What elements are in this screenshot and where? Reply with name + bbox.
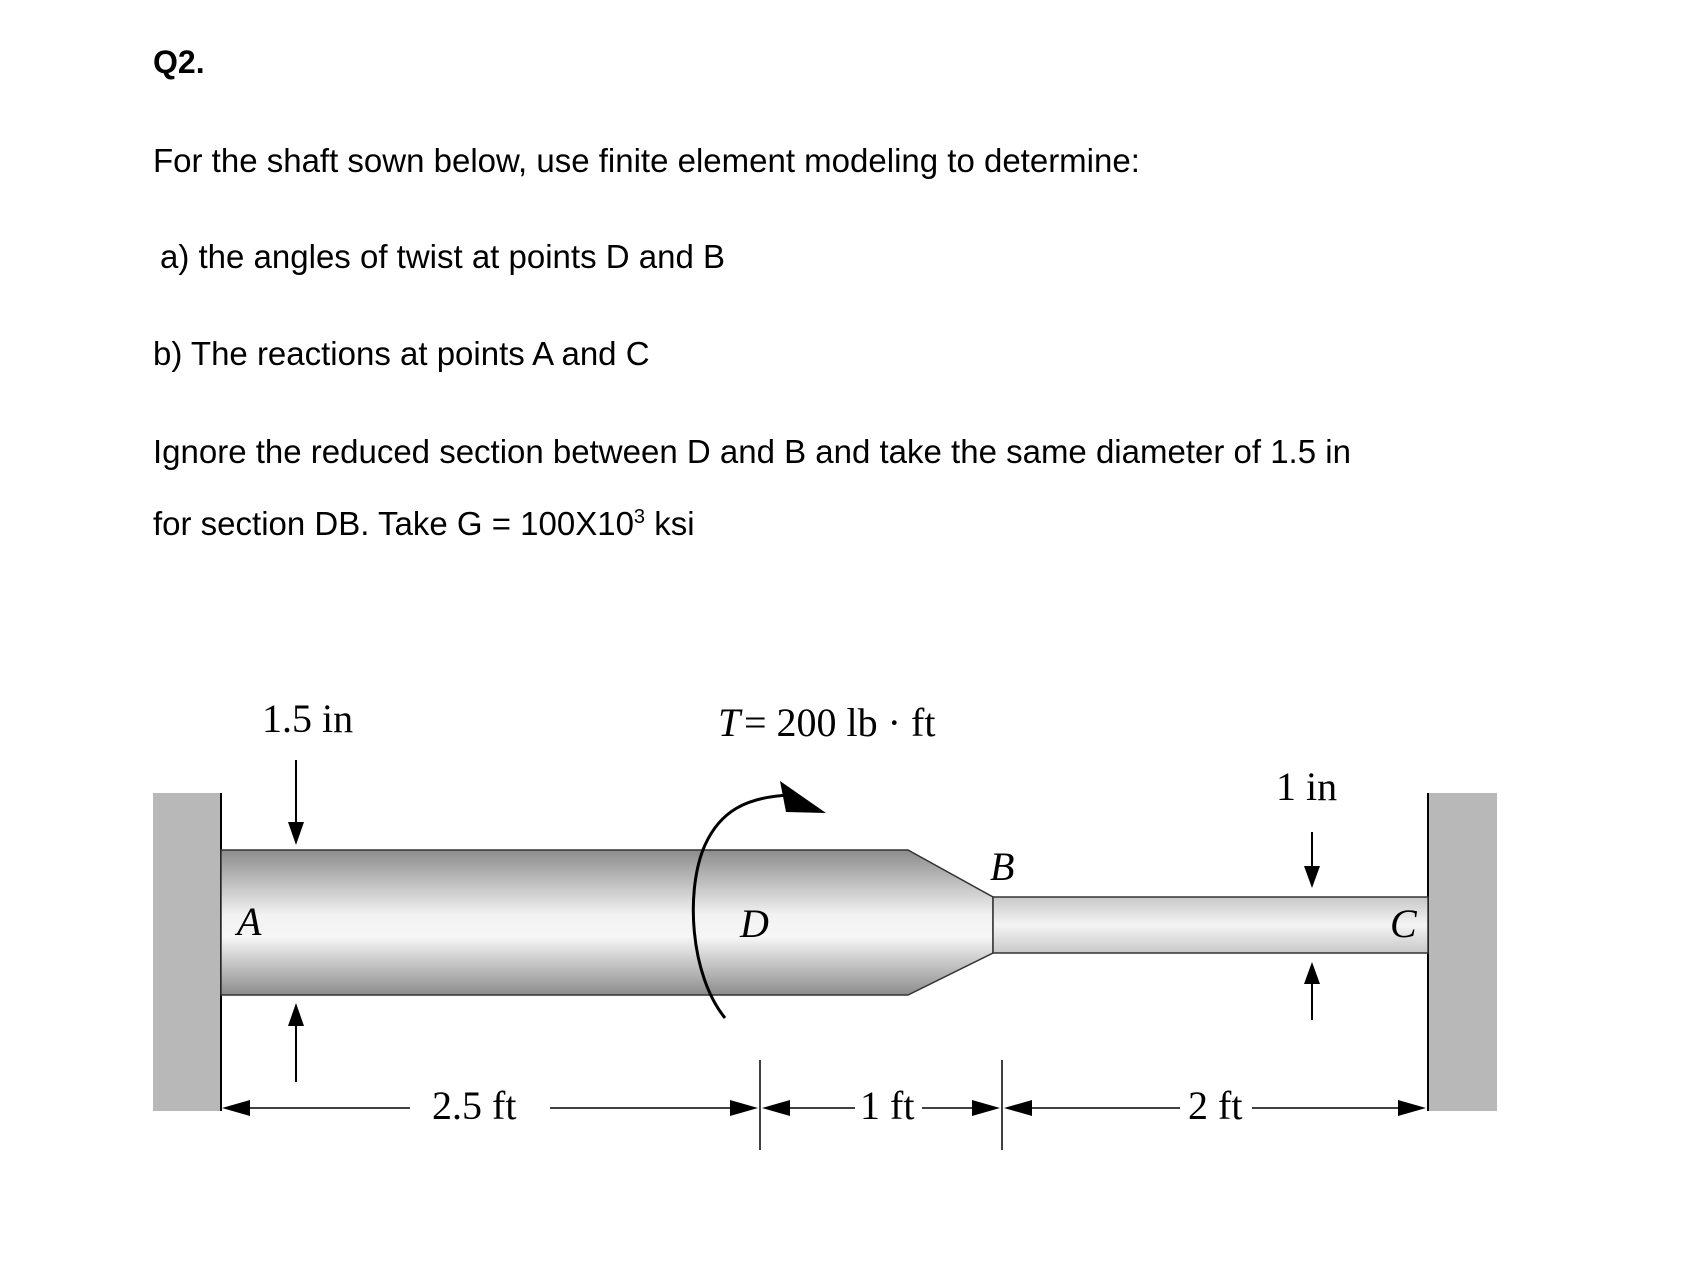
point-b-label: B — [990, 844, 1015, 889]
note-line2-exponent: 3 — [633, 506, 646, 528]
dim-db-arrow-right-icon — [972, 1100, 1000, 1116]
right-wall — [1428, 793, 1497, 1111]
question-part-a: a) the angles of twist at points D and B — [160, 238, 725, 275]
left-wall — [153, 793, 221, 1111]
question-part-b: b) The reactions at points A and C — [153, 335, 650, 372]
dim-ad-arrow-left-icon — [222, 1100, 250, 1116]
point-c-label: C — [1390, 901, 1417, 946]
dia-small-bottom-arrowhead-icon — [1304, 962, 1320, 984]
note-line2-suffix: ksi — [645, 505, 695, 542]
dia-large-top-arrowhead-icon — [288, 822, 304, 845]
dim-ad-arrow-right-icon — [730, 1100, 758, 1116]
dim-bc-arrow-right-icon — [1398, 1100, 1426, 1116]
point-a-label: A — [237, 899, 262, 944]
dim-bc-label: 2 ft — [1188, 1083, 1243, 1128]
dim-db-label: 1 ft — [860, 1083, 915, 1128]
torque-value-label: = 200 lb · ft — [744, 700, 936, 745]
dim-ad-label: 2.5 ft — [432, 1083, 517, 1128]
shaft-small-section — [993, 897, 1428, 953]
diameter-large-label: 1.5 in — [262, 696, 354, 741]
torque-symbol-label: T — [718, 700, 741, 745]
shaft-large-section — [221, 850, 993, 995]
question-title: Q2. — [153, 44, 205, 80]
dia-small-top-arrowhead-icon — [1304, 866, 1320, 888]
question-note-line1: Ignore the reduced section between D and B and take the same diameter of 1.5 in — [153, 433, 1351, 470]
point-d-label: D — [740, 901, 769, 946]
dim-db-arrow-left-icon — [762, 1100, 790, 1116]
dim-bc-arrow-left-icon — [1004, 1100, 1032, 1116]
torque-arrowhead-icon — [780, 781, 826, 813]
note-line2-prefix: for section DB. Take G = 100X10 — [153, 505, 634, 542]
dia-large-bottom-arrowhead-icon — [288, 1003, 304, 1026]
question-intro: For the shaft sown below, use finite element modeling to determine: — [153, 142, 1140, 179]
diameter-small-label: 1 in — [1276, 764, 1338, 809]
